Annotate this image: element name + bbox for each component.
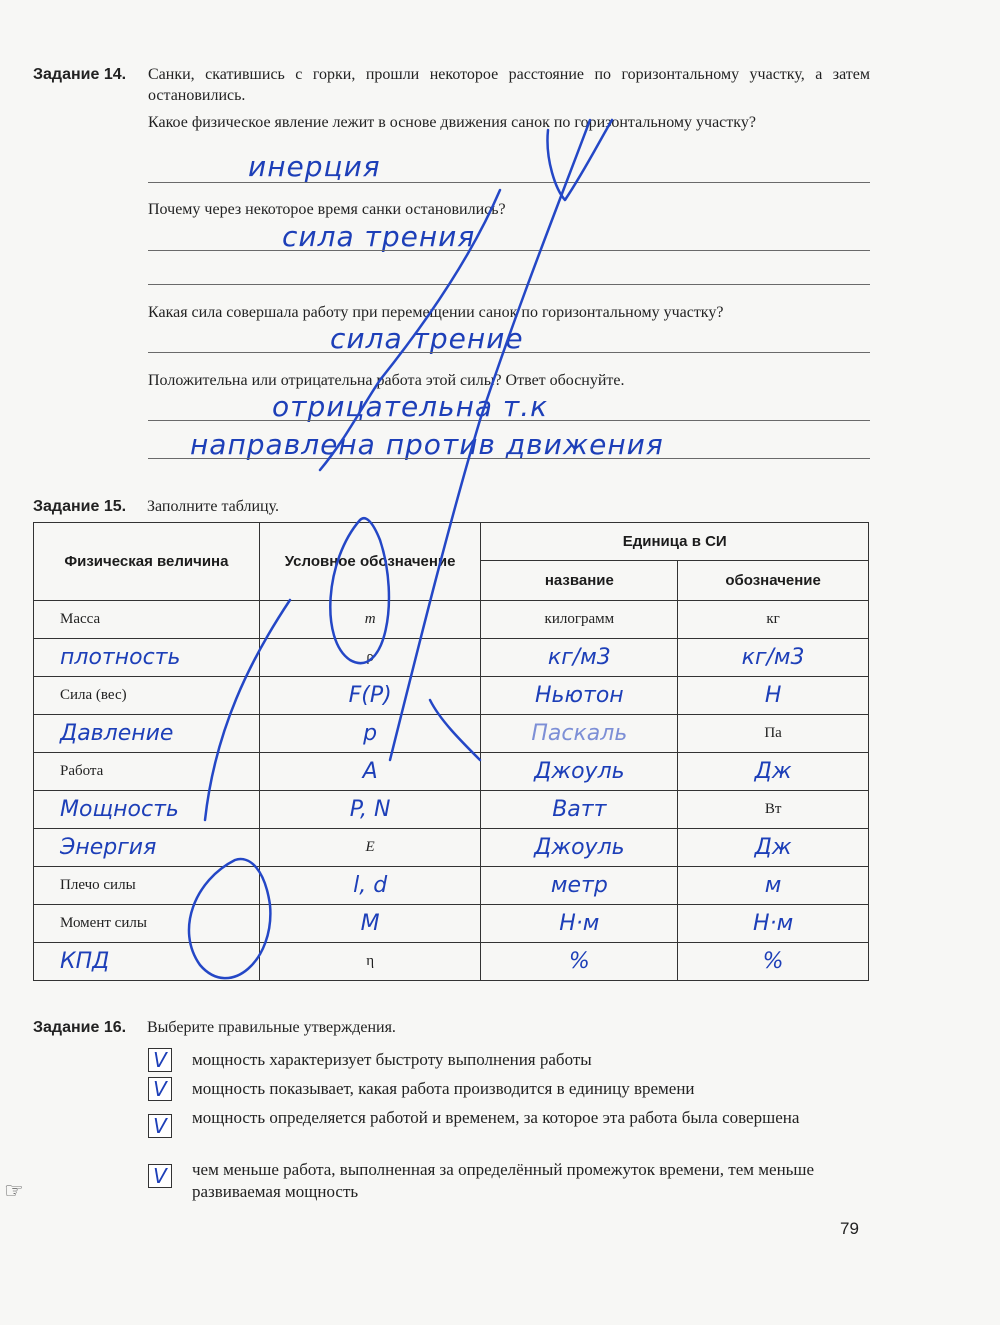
cell-unit-name: Джоуль [481,753,678,791]
cell-symbol: η [259,943,481,981]
cell-symbol: A [259,753,481,791]
answer-line [148,458,870,459]
cell-symbol: P, N [259,791,481,829]
header-unit-symbol: обозначение [678,561,869,601]
answer-line [148,250,870,251]
statement-text: чем меньше работа, выполненная за определённый промежуток времени, тем меньше развиваемая мощность [192,1160,815,1201]
page-number: 79 [840,1219,859,1238]
cell-quantity: Работа [34,753,260,791]
task15-label: Задание 15. [33,498,127,515]
cell-symbol: F(P) [259,677,481,715]
si-units-table [33,522,869,981]
cell-symbol: p [259,715,481,753]
task14-question-3: Какая сила совершала работу при перемещении санок по горизонтальному участку? [148,304,724,321]
statement-text: мощность определяется работой и временем, за которое эта работа была совершена [192,1108,800,1127]
answer-line [148,420,870,421]
cell-unit-name: килограмм [481,601,678,639]
table-row [34,601,869,639]
cell-unit-name: Паскаль [481,715,678,753]
statement-text: мощность показывает, какая работа производится в единицу времени [192,1079,695,1098]
task14-intro: Санки, скатившись с горки, прошли некоторое расстояние по горизонтальному участку, а затем остановились. [148,66,870,104]
cell-unit-symbol: Дж [678,753,869,791]
task14-answer-1: инерция [248,150,381,183]
cell-unit-symbol: м [678,867,869,905]
statement-text: мощность характеризует быстроту выполнения работы [192,1050,592,1069]
table-row [34,867,869,905]
statement-4 [148,1158,870,1204]
cell-unit-name: Ватт [481,791,678,829]
cell-symbol: ρ [259,639,481,677]
cell-quantity: Масса [34,601,260,639]
cell-unit-symbol: Н [678,677,869,715]
task14-question-1: Какое физическое явление лежит в основе движения санок по горизонтальному участку? [148,114,756,131]
table-row [34,715,869,753]
table-row [34,905,869,943]
task16-text: Выберите правильные утверждения. [147,1019,396,1036]
statement-checkbox[interactable]: V [148,1048,172,1072]
cell-unit-symbol: Вт [678,791,869,829]
statement-checkbox[interactable]: V [148,1164,172,1188]
header-symbol: Условное обозначение [259,523,481,601]
cell-unit-name: метр [481,867,678,905]
header-quantity: Физическая величина [34,523,260,601]
cell-quantity: Мощность [34,791,260,829]
task16-label: Задание 16. [33,1019,127,1036]
answer-line [148,284,870,285]
cell-unit-name: Н·м [481,905,678,943]
cell-unit-symbol: % [678,943,869,981]
statement-2 [148,1077,870,1101]
task14-answer-4-line2: направлена против движения [190,428,664,461]
statement-1 [148,1048,870,1072]
answer-line [148,182,870,183]
pointing-hand-icon: ☞ [4,1178,24,1203]
cell-unit-symbol: Па [678,715,869,753]
statement-checkbox[interactable]: V [148,1114,172,1138]
cell-quantity: Энергия [34,829,260,867]
table-row [34,943,869,981]
statement-3 [148,1106,870,1152]
cell-unit-name: кг/м3 [481,639,678,677]
table-row [34,791,869,829]
table-row [34,753,869,791]
task14-question-2: Почему через некоторое время санки остановились? [148,201,506,218]
cell-unit-symbol: Н·м [678,905,869,943]
table-row [34,829,869,867]
cell-symbol: l, d [259,867,481,905]
cell-quantity: Сила (вес) [34,677,260,715]
task14-question-4: Положительна или отрицательна работа этой силы? Ответ обоснуйте. [148,372,625,389]
header-si-unit: Единица в СИ [481,523,869,561]
cell-unit-symbol: кг/м3 [678,639,869,677]
cell-symbol: M [259,905,481,943]
cell-unit-name: Ньютон [481,677,678,715]
statement-checkbox[interactable]: V [148,1077,172,1101]
cell-quantity: КПД [34,943,260,981]
cell-quantity: плотность [34,639,260,677]
task15-text: Заполните таблицу. [147,498,279,515]
cell-unit-name: % [481,943,678,981]
table-row [34,677,869,715]
cell-unit-name: Джоуль [481,829,678,867]
answer-line [148,352,870,353]
cell-symbol: m [259,601,481,639]
cell-symbol: E [259,829,481,867]
cell-unit-symbol: Дж [678,829,869,867]
cell-quantity: Давление [34,715,260,753]
cell-quantity: Момент силы [34,905,260,943]
task14-answer-4-line1: отрицательна т.к [272,390,549,423]
task14-answer-3: сила трение [330,322,524,355]
cell-quantity: Плечо силы [34,867,260,905]
cell-unit-symbol: кг [678,601,869,639]
header-unit-name: название [481,561,678,601]
task14-label: Задание 14. [33,66,127,83]
table-row [34,639,869,677]
task14-answer-2: сила трения [282,220,476,253]
